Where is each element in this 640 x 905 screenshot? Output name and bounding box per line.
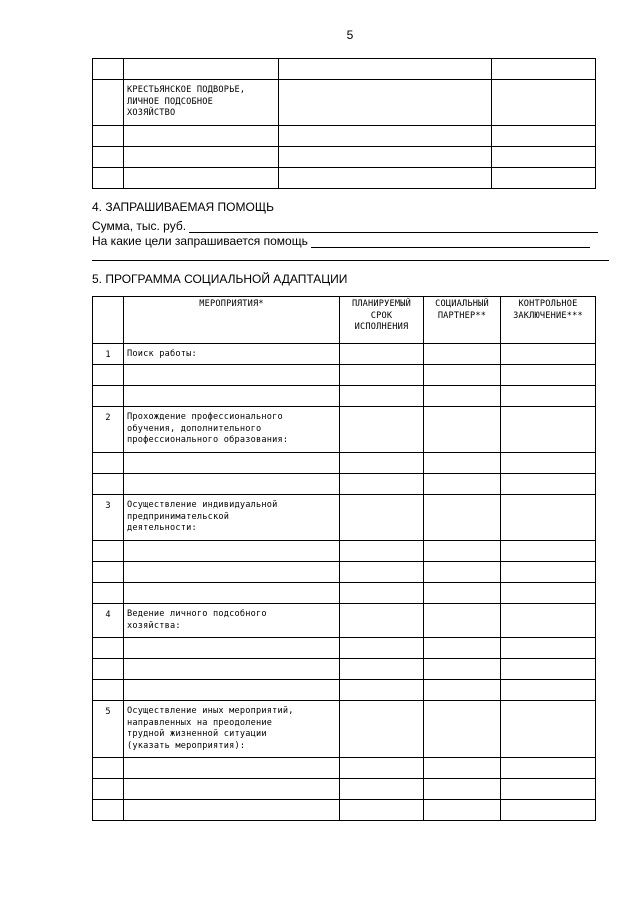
row-number xyxy=(93,758,124,779)
table-cell[interactable] xyxy=(492,168,596,189)
deadline-cell[interactable] xyxy=(340,779,424,800)
partner-cell[interactable] xyxy=(424,541,501,562)
amount-line[interactable] xyxy=(189,220,598,233)
purpose-field[interactable] xyxy=(92,234,590,248)
partner-cell[interactable] xyxy=(424,604,501,638)
table-row xyxy=(93,80,596,126)
table-row xyxy=(93,126,596,147)
partner-cell[interactable] xyxy=(424,583,501,604)
deadline-cell[interactable] xyxy=(340,638,424,659)
deadline-cell[interactable] xyxy=(340,604,424,638)
conclusion-cell[interactable] xyxy=(501,800,596,821)
table-row xyxy=(93,604,596,638)
table-cell[interactable] xyxy=(124,168,279,189)
row-number xyxy=(93,365,124,386)
header-deadline: ПЛАНИРУЕМЫЙ СРОК ИСПОЛНЕНИЯ xyxy=(340,297,424,344)
table-row xyxy=(93,779,596,800)
deadline-cell[interactable] xyxy=(340,701,424,758)
deadline-cell[interactable] xyxy=(340,758,424,779)
activity-cell[interactable] xyxy=(124,562,340,583)
deadline-cell[interactable] xyxy=(340,365,424,386)
table-cell[interactable] xyxy=(279,59,492,80)
purpose-label: На какие цели запрашивается помощь xyxy=(92,234,308,248)
row-number xyxy=(93,541,124,562)
table-cell[interactable] xyxy=(279,147,492,168)
activity-cell[interactable] xyxy=(124,680,340,701)
table-row xyxy=(93,453,596,474)
row-number xyxy=(93,800,124,821)
conclusion-cell[interactable] xyxy=(501,659,596,680)
table-row xyxy=(93,659,596,680)
purpose-line[interactable] xyxy=(311,235,590,248)
row-number xyxy=(93,680,124,701)
conclusion-cell[interactable] xyxy=(501,495,596,541)
deadline-cell[interactable] xyxy=(340,800,424,821)
page-number: 5 xyxy=(346,28,354,42)
table-cell[interactable] xyxy=(93,80,124,126)
partner-cell[interactable] xyxy=(424,701,501,758)
activity-cell[interactable]: Осуществление иных мероприятий, направленных на преодоление трудной жизненной ситуации (указать мероприятия): xyxy=(124,701,340,758)
row-number xyxy=(93,453,124,474)
header-activities: МЕРОПРИЯТИЯ* xyxy=(124,297,340,344)
row-number xyxy=(93,583,124,604)
table-cell[interactable] xyxy=(279,80,492,126)
table-row xyxy=(93,800,596,821)
conclusion-cell[interactable] xyxy=(501,701,596,758)
table-cell[interactable] xyxy=(492,126,596,147)
conclusion-cell[interactable] xyxy=(501,779,596,800)
section-5-title: 5. ПРОГРАММА СОЦИАЛЬНОЙ АДАПТАЦИИ xyxy=(92,272,348,286)
conclusion-cell[interactable] xyxy=(501,453,596,474)
table-row xyxy=(93,680,596,701)
table-row xyxy=(93,386,596,407)
header-num xyxy=(93,297,124,344)
header-partner: СОЦИАЛЬНЫЙ ПАРТНЕР** xyxy=(424,297,501,344)
activity-cell[interactable]: Прохождение профессионального обучения, дополнительного профессионального образования: xyxy=(124,407,340,453)
table-row xyxy=(93,701,596,758)
table-row xyxy=(93,638,596,659)
row-number xyxy=(93,779,124,800)
row-number: 4 xyxy=(93,604,124,638)
table-cell[interactable] xyxy=(93,126,124,147)
conclusion-cell[interactable] xyxy=(501,386,596,407)
activity-cell[interactable] xyxy=(124,800,340,821)
activity-cell[interactable] xyxy=(124,365,340,386)
activity-cell[interactable]: Поиск работы: xyxy=(124,344,340,365)
partner-cell[interactable] xyxy=(424,344,501,365)
deadline-cell[interactable] xyxy=(340,453,424,474)
activity-cell[interactable] xyxy=(124,583,340,604)
deadline-cell[interactable] xyxy=(340,541,424,562)
table-row xyxy=(93,583,596,604)
partner-cell[interactable] xyxy=(424,474,501,495)
activity-cell[interactable] xyxy=(124,453,340,474)
row-number xyxy=(93,562,124,583)
partner-cell[interactable] xyxy=(424,562,501,583)
conclusion-cell[interactable] xyxy=(501,474,596,495)
conclusion-cell[interactable] xyxy=(501,365,596,386)
deadline-cell[interactable] xyxy=(340,344,424,365)
table-row xyxy=(93,365,596,386)
table-row xyxy=(93,474,596,495)
table-cell[interactable]: КРЕСТЬЯНСКОЕ ПОДВОРЬЕ, ЛИЧНОЕ ПОДСОБНОЕ ХОЗЯЙСТВО xyxy=(124,80,279,126)
deadline-cell[interactable] xyxy=(340,680,424,701)
activity-cell[interactable] xyxy=(124,541,340,562)
partner-cell[interactable] xyxy=(424,680,501,701)
conclusion-cell[interactable] xyxy=(501,583,596,604)
table-cell[interactable] xyxy=(93,59,124,80)
table-cell[interactable] xyxy=(492,147,596,168)
table-cell[interactable] xyxy=(124,147,279,168)
header-row xyxy=(93,297,596,344)
table-row xyxy=(93,168,596,189)
social-adaptation-table xyxy=(92,296,596,821)
conclusion-cell[interactable] xyxy=(501,562,596,583)
activity-cell[interactable]: Ведение личного подсобного хозяйства: xyxy=(124,604,340,638)
deadline-cell[interactable] xyxy=(340,562,424,583)
header-conclusion: КОНТРОЛЬНОЕ ЗАКЛЮЧЕНИЕ*** xyxy=(501,297,596,344)
row-number: 3 xyxy=(93,495,124,541)
table-row xyxy=(93,344,596,365)
deadline-cell[interactable] xyxy=(340,386,424,407)
table-row xyxy=(93,541,596,562)
row-number: 5 xyxy=(93,701,124,758)
activity-cell[interactable] xyxy=(124,659,340,680)
table-cell[interactable] xyxy=(279,126,492,147)
partner-cell[interactable] xyxy=(424,758,501,779)
row-number xyxy=(93,474,124,495)
partner-cell[interactable] xyxy=(424,800,501,821)
conclusion-cell[interactable] xyxy=(501,344,596,365)
deadline-cell[interactable] xyxy=(340,659,424,680)
activity-cell[interactable] xyxy=(124,758,340,779)
table-row xyxy=(93,758,596,779)
row-number: 1 xyxy=(93,344,124,365)
deadline-cell[interactable] xyxy=(340,407,424,453)
table-row xyxy=(93,495,596,541)
table-cell[interactable] xyxy=(492,59,596,80)
deadline-cell[interactable] xyxy=(340,583,424,604)
table-cell[interactable] xyxy=(124,126,279,147)
purpose-extra-line[interactable] xyxy=(92,260,609,261)
table-cell[interactable] xyxy=(93,168,124,189)
row-number xyxy=(93,638,124,659)
partner-cell[interactable] xyxy=(424,495,501,541)
row-number xyxy=(93,659,124,680)
conclusion-cell[interactable] xyxy=(501,638,596,659)
conclusion-cell[interactable] xyxy=(501,758,596,779)
conclusion-cell[interactable] xyxy=(501,541,596,562)
conclusion-cell[interactable] xyxy=(501,680,596,701)
activity-cell[interactable]: Осуществление индивидуальной предпринимательской деятельности: xyxy=(124,495,340,541)
conclusion-cell[interactable] xyxy=(501,604,596,638)
partner-cell[interactable] xyxy=(424,779,501,800)
partner-cell[interactable] xyxy=(424,453,501,474)
activity-cell[interactable] xyxy=(124,779,340,800)
table-row xyxy=(93,407,596,453)
activity-cell[interactable] xyxy=(124,638,340,659)
table-row xyxy=(93,147,596,168)
partner-cell[interactable] xyxy=(424,386,501,407)
partner-cell[interactable] xyxy=(424,638,501,659)
partner-cell[interactable] xyxy=(424,407,501,453)
deadline-cell[interactable] xyxy=(340,474,424,495)
row-number: 2 xyxy=(93,407,124,453)
table-cell[interactable] xyxy=(492,80,596,126)
table-cell[interactable] xyxy=(93,147,124,168)
activity-cell[interactable] xyxy=(124,474,340,495)
amount-label: Сумма, тыс. руб. xyxy=(92,219,187,233)
partner-cell[interactable] xyxy=(424,365,501,386)
deadline-cell[interactable] xyxy=(340,495,424,541)
table-cell[interactable] xyxy=(279,168,492,189)
activity-cell[interactable] xyxy=(124,386,340,407)
table-row xyxy=(93,562,596,583)
row-number xyxy=(93,386,124,407)
section-4-title: 4. ЗАПРАШИВАЕМАЯ ПОМОЩЬ xyxy=(92,200,274,214)
table-row xyxy=(93,59,596,80)
household-table xyxy=(92,58,596,189)
conclusion-cell[interactable] xyxy=(501,407,596,453)
partner-cell[interactable] xyxy=(424,659,501,680)
amount-field[interactable] xyxy=(92,219,598,233)
table-cell[interactable] xyxy=(124,59,279,80)
